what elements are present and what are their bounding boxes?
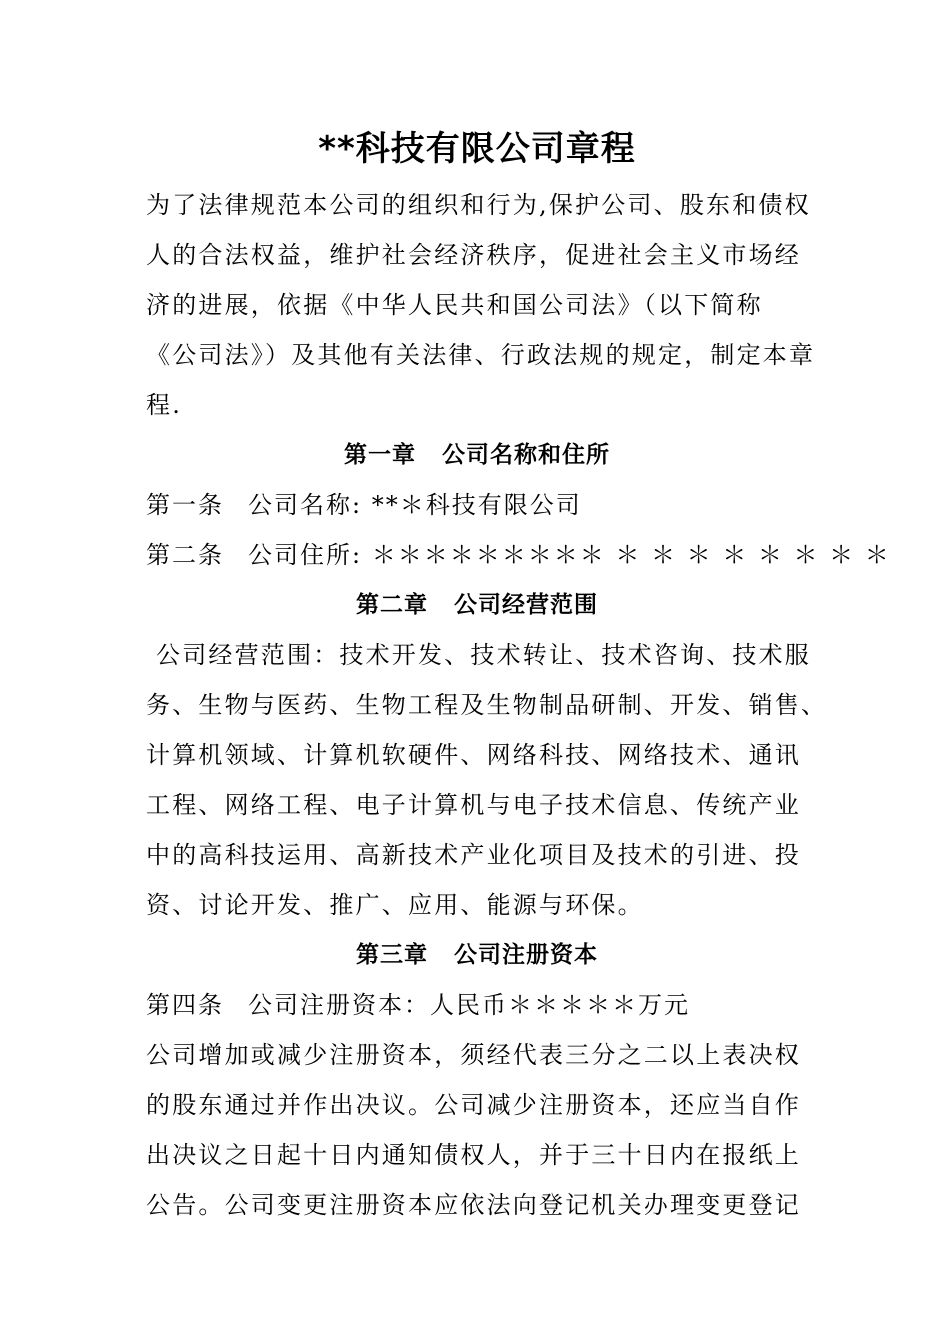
scope-line: 计算机领域、计算机软硬件、网络科技、网络技术、通讯: [146, 741, 801, 769]
capital-line: 公司增加或减少注册资本，须经代表三分之二以上表决权: [146, 1041, 801, 1069]
chapter-1-title: 公司名称和住所: [442, 442, 610, 468]
chapter-3-title: 公司注册资本: [454, 942, 598, 968]
chapter-1-number: 第一章: [344, 442, 416, 468]
article-4-number: 第四条: [146, 991, 224, 1019]
capital-line: 公告。公司变更注册资本应依法向登记机关办理变更登记: [146, 1191, 801, 1219]
chapter-1-heading: [146, 430, 808, 480]
preamble-paragraph: [146, 180, 816, 430]
scope-line: 务、生物与医药、生物工程及生物制品研制、开发、销售、: [146, 691, 828, 719]
business-scope-paragraph: [146, 630, 828, 930]
capital-change-paragraph: [146, 1030, 808, 1230]
article-1-text: 公司名称: **＊科技有限公司: [248, 491, 582, 519]
article-4-text: 公司注册资本：人民币＊＊＊＊＊万元: [248, 991, 690, 1019]
article-2-text: 公司住所: ＊＊＊＊＊＊＊＊＊ ＊ ＊ ＊ ＊ ＊ ＊ ＊ ＊: [248, 541, 891, 569]
chapter-2-number: 第二章: [356, 592, 428, 618]
document-page: [146, 118, 891, 1230]
preamble-line: 《公司法》）及其他有关法律、行政法规的规定，制定本章: [146, 341, 816, 369]
scope-line: 中的高科技运用、高新技术产业化项目及技术的引进、投: [146, 841, 801, 869]
preamble-line: 程.: [146, 391, 183, 419]
chapter-3-heading: [146, 930, 808, 980]
preamble-line: 人的合法权益，维护社会经济秩序，促进社会主义市场经: [146, 241, 801, 269]
article-4: [146, 980, 808, 1030]
preamble-line: 为了法律规范本公司的组织和行为,保护公司、股东和债权: [146, 191, 811, 219]
scope-line: 工程、网络工程、电子计算机与电子技术信息、传统产业: [146, 791, 801, 819]
scope-line: 公司经营范围：技术开发、技术转让、技术咨询、技术服: [156, 641, 811, 669]
chapter-2-heading: [146, 580, 808, 630]
capital-line: 的股东通过并作出决议。公司减少注册资本，还应当自作: [146, 1091, 801, 1119]
document-title: **科技有限公司章程: [318, 129, 636, 169]
chapter-3-number: 第三章: [356, 942, 428, 968]
capital-line: 出决议之日起十日内通知债权人，并于三十日内在报纸上: [146, 1141, 801, 1169]
article-1-number: 第一条: [146, 491, 224, 519]
preamble-line: 济的进展，依据《中华人民共和国公司法》（以下简称: [146, 291, 763, 319]
article-2: [146, 530, 891, 580]
article-1: [146, 480, 808, 530]
scope-line: 资、讨论开发、推广、应用、能源与环保。: [146, 891, 644, 919]
chapter-2-title: 公司经营范围: [454, 592, 598, 618]
article-2-number: 第二条: [146, 541, 224, 569]
